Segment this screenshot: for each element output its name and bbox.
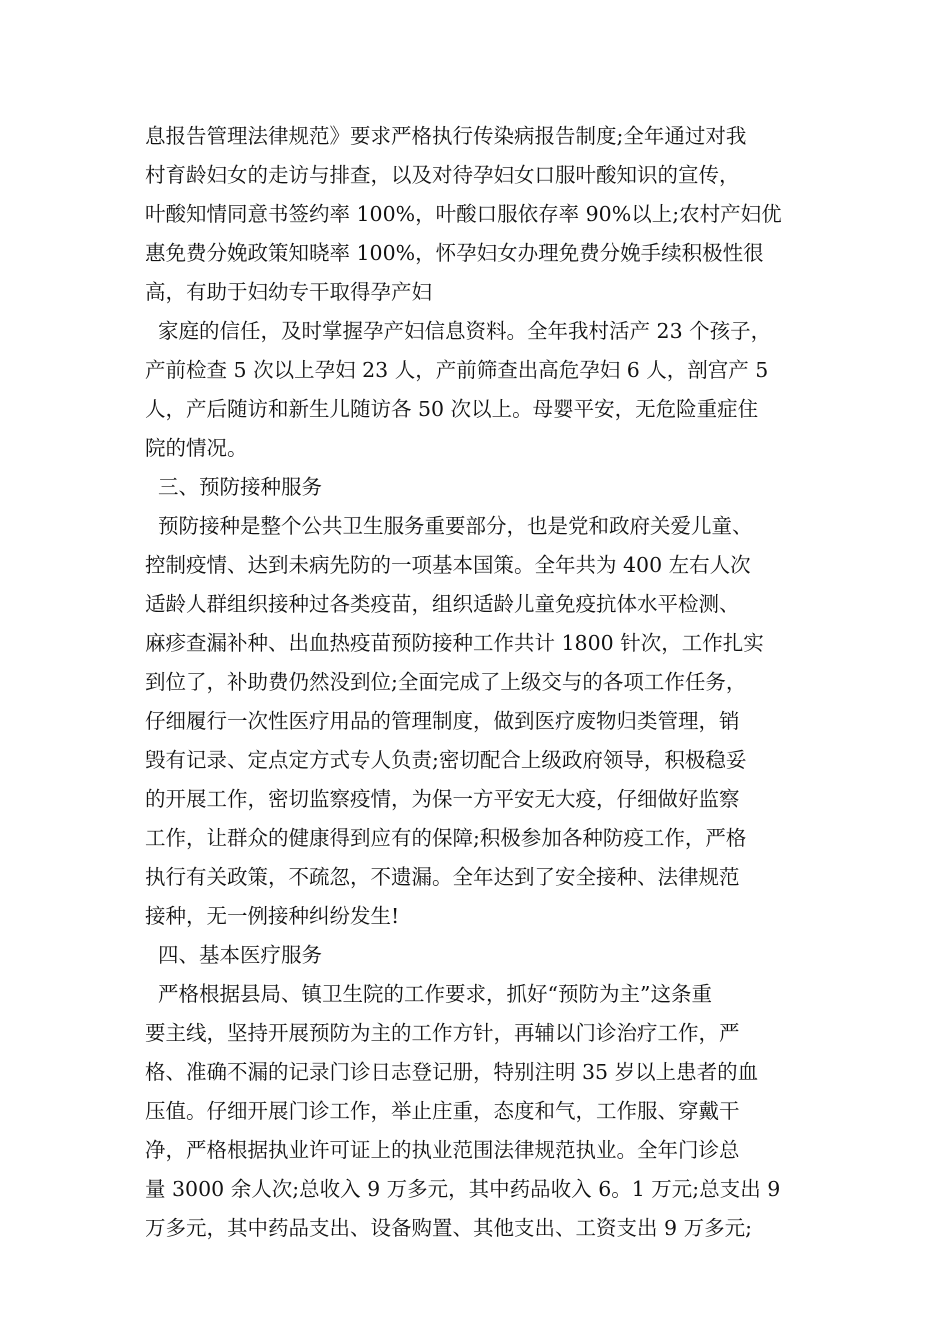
text-line: 麻疹查漏补种、出血热疫苗预防接种工作共计 1800 针次，工作扎实	[145, 631, 764, 655]
text-line: 惠免费分娩政策知晓率 100%，怀孕妇女办理免费分娩手续积极性很	[145, 241, 764, 265]
text-line: 量 3000 余人次;总收入 9 万多元，其中药品收入 6。1 万元;总支出 9	[145, 1177, 781, 1201]
text-line: 适龄人群组织接种过各类疫苗，组织适龄儿童免疫抗体水平检测、	[145, 592, 740, 616]
text-line: 净，严格根据执业许可证上的执业范围法律规范执业。全年门诊总	[145, 1138, 740, 1162]
text-line: 要主线，坚持开展预防为主的工作方针，再辅以门诊治疗工作，严	[145, 1021, 740, 1045]
text-line: 家庭的信任，及时掌握孕产妇信息资料。全年我村活产 23 个孩子，	[145, 319, 772, 343]
text-line: 的开展工作，密切监察疫情，为保一方平安无大疫，仔细做好监察	[145, 787, 740, 811]
text-line: 人，产后随访和新生儿随访各 50 次以上。母婴平安，无危险重症住	[145, 397, 759, 421]
text-line: 万多元，其中药品支出、设备购置、其他支出、工资支出 9 万多元;	[145, 1216, 752, 1240]
text-line: 工作，让群众的健康得到应有的保障;积极参加各种防疫工作，严格	[145, 826, 747, 850]
text-line: 接种，无一例接种纠纷发生!	[145, 904, 400, 928]
text-line: 村育龄妇女的走访与排查，以及对待孕妇女口服叶酸知识的宣传，	[145, 163, 740, 187]
text-line: 高，有助于妇幼专干取得孕产妇	[145, 280, 432, 304]
text-line: 到位了，补助费仍然没到位;全面完成了上级交与的各项工作任务，	[145, 670, 747, 694]
text-line: 息报告管理法律规范》要求严格执行传染病报告制度;全年通过对我	[145, 124, 747, 148]
text-line: 仔细履行一次性医疗用品的管理制度，做到医疗废物归类管理，销	[145, 709, 740, 733]
text-line: 控制疫情、达到未病先防的一项基本国策。全年共为 400 左右人次	[145, 553, 751, 577]
text-line: 院的情况。	[145, 436, 248, 460]
text-line: 格、准确不漏的记录门诊日志登记册，特别注明 35 岁以上患者的血	[145, 1060, 759, 1084]
text-line: 产前检查 5 次以上孕妇 23 人，产前筛查出高危孕妇 6 人，剖宫产 5	[145, 358, 769, 382]
text-line: 三、预防接种服务	[145, 475, 323, 499]
text-line: 预防接种是整个公共卫生服务重要部分，也是党和政府关爱儿童、	[145, 514, 753, 538]
text-line: 执行有关政策，不疏忽，不遗漏。全年达到了安全接种、法律规范	[145, 865, 740, 889]
text-line: 严格根据县局、镇卫生院的工作要求，抓好“预防为主”这条重	[145, 982, 712, 1006]
document-body	[145, 117, 825, 1248]
text-line: 毁有记录、定点定方式专人负责;密切配合上级政府领导，积极稳妥	[145, 748, 747, 772]
text-line: 压值。仔细开展门诊工作，举止庄重，态度和气，工作服、穿戴干	[145, 1099, 740, 1123]
text-line: 叶酸知情同意书签约率 100%，叶酸口服依存率 90%以上;农村产妇优	[145, 202, 782, 226]
text-line: 四、基本医疗服务	[145, 943, 323, 967]
